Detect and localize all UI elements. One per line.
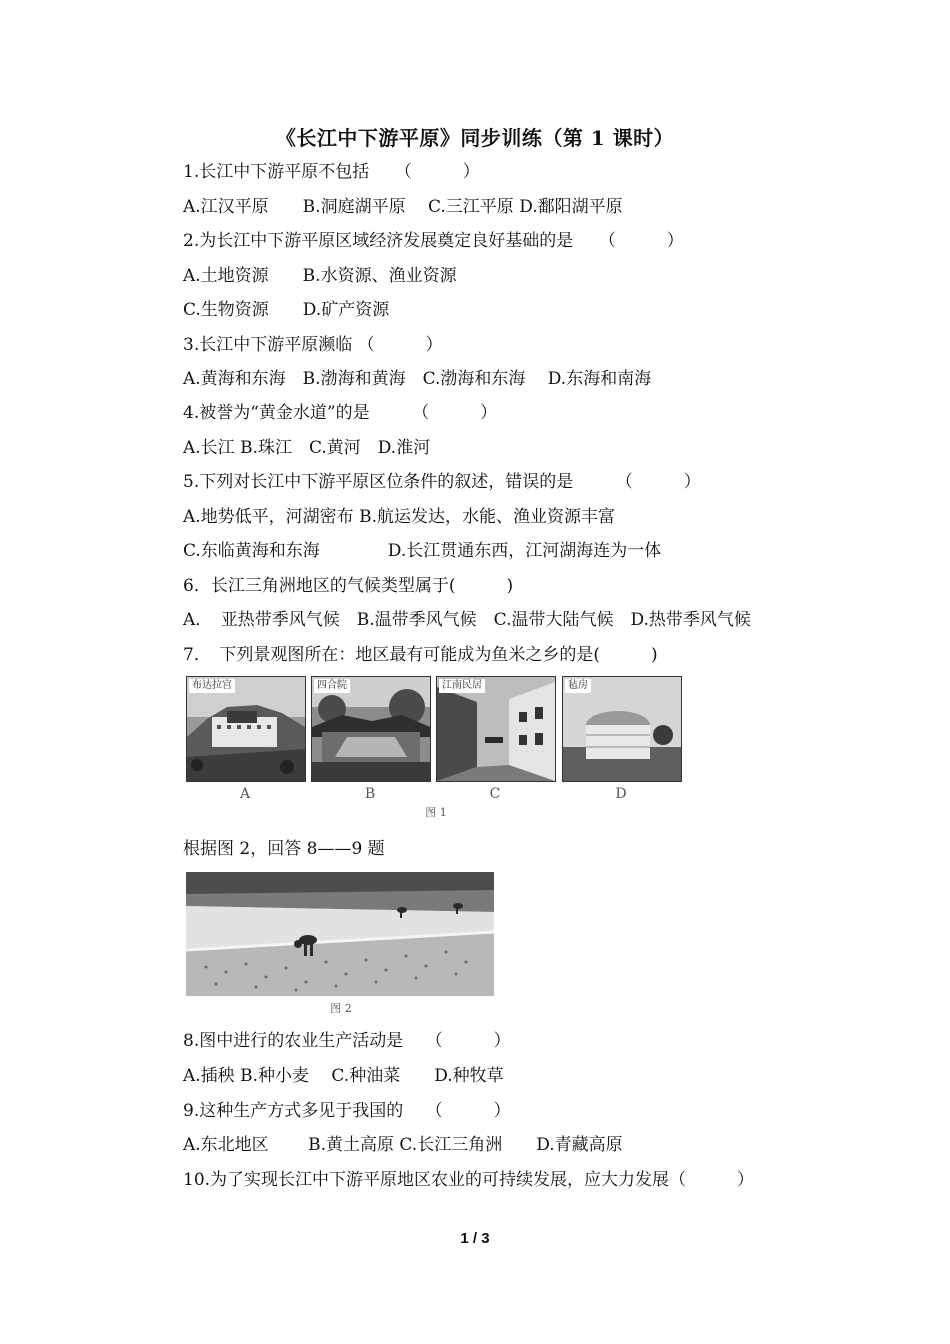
page-number: 1 / 3 [460,1230,490,1247]
figure-1 [186,676,686,820]
question-1-options: A.江汉平原 B.洞庭湖平原 C.三江平原 D.鄱阳湖平原 [183,197,623,217]
photo-tag-b: 四合院 [314,679,350,693]
question-7: 7． 下列景观图所在：地区最有可能成为鱼米之乡的是( ) [183,645,658,665]
photo-jiangnan-houses [436,676,556,782]
question-5: 5.下列对长江中下游平原区位条件的叙述，错误的是 （ ） [183,472,701,492]
question-2-options-ab: A.土地资源 B.水资源、渔业资源 [183,266,457,286]
photo-rice-planting [186,872,494,996]
question-6-options: A． 亚热带季风气候 B.温带季风气候 C.温带大陆气候 D.热带季风气候 [183,610,751,630]
question-3: 3.长江中下游平原濒临 （ ） [183,335,443,355]
question-2: 2.为长江中下游平原区域经济发展奠定良好基础的是 （ ） [183,231,684,251]
figure-2-caption: 图 2 [330,1002,352,1015]
question-8: 8.图中进行的农业生产活动是 （ ） [183,1031,511,1051]
question-5-options-ab: A.地势低平，河湖密布 B.航运发达，水能、渔业资源丰富 [183,507,615,527]
question-10: 10.为了实现长江中下游平原地区农业的可持续发展，应大力发展（ ） [183,1170,755,1190]
question-1: 1.长江中下游平原不包括 （ ） [183,162,480,182]
photo-potala-palace [186,676,306,782]
photo-label-b: B [364,786,376,802]
question-6: 6．长江三角洲地区的气候类型属于( ) [183,576,514,596]
question-9: 9.这种生产方式多见于我国的 （ ） [183,1101,511,1121]
photo-label-d: D [615,786,627,802]
question-4: 4.被誉为“黄金水道”的是 （ ） [183,403,498,423]
photo-label-c: C [489,786,501,802]
document-title: 《长江中下游平原》同步训练（第 1 课时） [275,126,675,150]
figure-2-instruction: 根据图 2，回答 8——9 题 [183,839,385,859]
question-3-options: A.黄海和东海 B.渤海和黄海 C.渤海和东海 D.东海和南海 [183,369,652,389]
photo-label-a: A [239,786,251,802]
question-5-options-cd: C.东临黄海和东海 D.长江贯通东西，江河湖海连为一体 [183,541,662,561]
photo-tag-c: 江南民居 [439,679,485,693]
question-4-options: A.长江 B.珠江 C.黄河 D.淮河 [183,438,431,458]
question-8-options: A.插秧 B.种小麦 C.种油菜 D.种牧草 [183,1066,504,1086]
question-9-options: A.东北地区 B.黄土高原 C.长江三角洲 D.青藏高原 [183,1135,623,1155]
figure-1-caption: 图 1 [425,806,447,819]
photo-yurt [562,676,682,782]
figure-2 [186,872,496,1018]
photo-tag-d: 毡房 [565,679,591,693]
photo-siheyuan [311,676,431,782]
question-2-options-cd: C.生物资源 D.矿产资源 [183,300,390,320]
photo-tag-a: 布达拉宫 [189,679,235,693]
